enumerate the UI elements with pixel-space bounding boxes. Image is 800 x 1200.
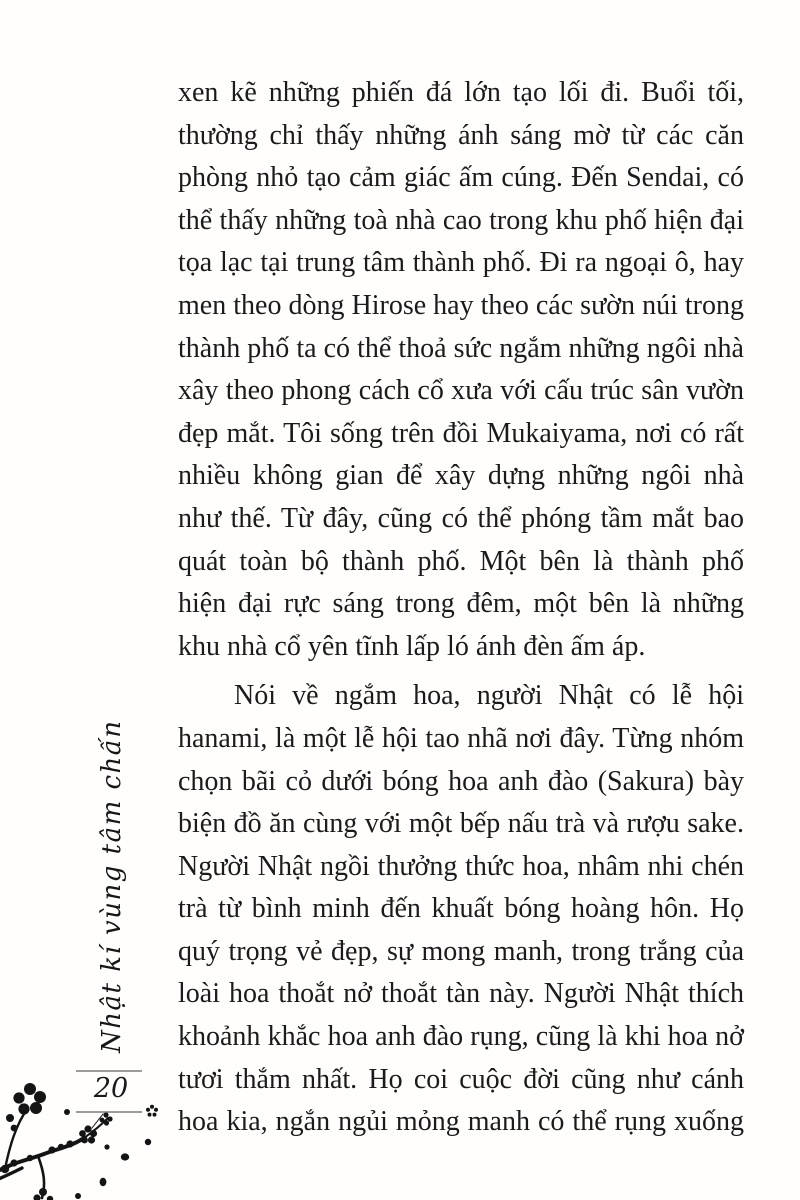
text-line: men theo dòng Hirose hay theo các sườn núi trong — [178, 289, 744, 321]
text-line: khoảnh khắc hoa anh đào rụng, cũng là khi hoa nở — [178, 1021, 744, 1053]
text-line: đẹp mắt. Tôi sống trên đồi Mukaiyama, nơi có rất — [178, 417, 744, 449]
vertical-book-title: Nhật kí vùng tâm chấn — [97, 719, 127, 1053]
text-line: tươi thắm nhất. Họ coi cuộc đời cũng như cánh — [178, 1063, 744, 1095]
text-line: Nói về ngắm hoa, người Nhật có lễ hội — [234, 680, 744, 712]
cherry-blossom-branch-ornament — [0, 1076, 215, 1200]
text-line: quát toàn bộ thành phố. Một bên là thành phố — [178, 545, 744, 577]
page-number: 20 — [93, 1073, 129, 1104]
text-line: xây theo phong cách cổ xưa với cấu trúc sân vườn — [178, 375, 744, 407]
text-line: nhiều không gian để xây dựng những ngôi nhà — [178, 460, 744, 492]
body-text — [178, 72, 744, 1144]
text-line: thành phố ta có thể thoả sức ngắm những ngôi nhà — [178, 332, 744, 364]
paragraph-2 — [178, 675, 744, 1144]
text-line: quý trọng vẻ đẹp, sự mong manh, trong trắng của — [178, 935, 744, 967]
text-line: hiện đại rực sáng trong đêm, một bên là những — [178, 588, 744, 620]
text-line: hoa kia, ngắn ngủi mỏng manh có thể rụng xuống — [178, 1106, 744, 1138]
text-line: xen kẽ những phiến đá lớn tạo lối đi. Buổi tối, — [178, 77, 744, 108]
text-line: trà từ bình minh đến khuất bóng hoàng hôn. Họ — [178, 893, 744, 925]
text-line: tọa lạc tại trung tâm thành phố. Đi ra ngoại ô, hay — [178, 247, 744, 279]
text-line: biện đồ ăn cùng với một bếp nấu trà và rượu sake. — [178, 808, 744, 840]
paragraph-1 — [178, 72, 744, 668]
text-line: khu nhà cổ yên tĩnh lấp ló ánh đèn ấm áp. — [178, 630, 646, 662]
text-line: thể thấy những toà nhà cao trong khu phố hiện đại — [178, 204, 744, 236]
text-line: thường chỉ thấy những ánh sáng mờ từ các căn — [178, 119, 744, 151]
text-line: phòng nhỏ tạo cảm giác ấm cúng. Đến Sendai, có — [178, 162, 744, 194]
text-line: loài hoa thoắt nở thoắt tàn này. Người Nhật thích — [178, 978, 744, 1010]
text-line: chọn bãi cỏ dưới bóng hoa anh đào (Sakura) bày — [178, 765, 744, 797]
text-line: hanami, là một lễ hội tao nhã nơi đây. Từng nhóm — [178, 722, 744, 754]
text-line: như thế. Từ đây, cũng có thể phóng tầm mắt bao — [178, 502, 744, 534]
text-line: Người Nhật ngồi thưởng thức hoa, nhâm nhi chén — [178, 850, 744, 882]
